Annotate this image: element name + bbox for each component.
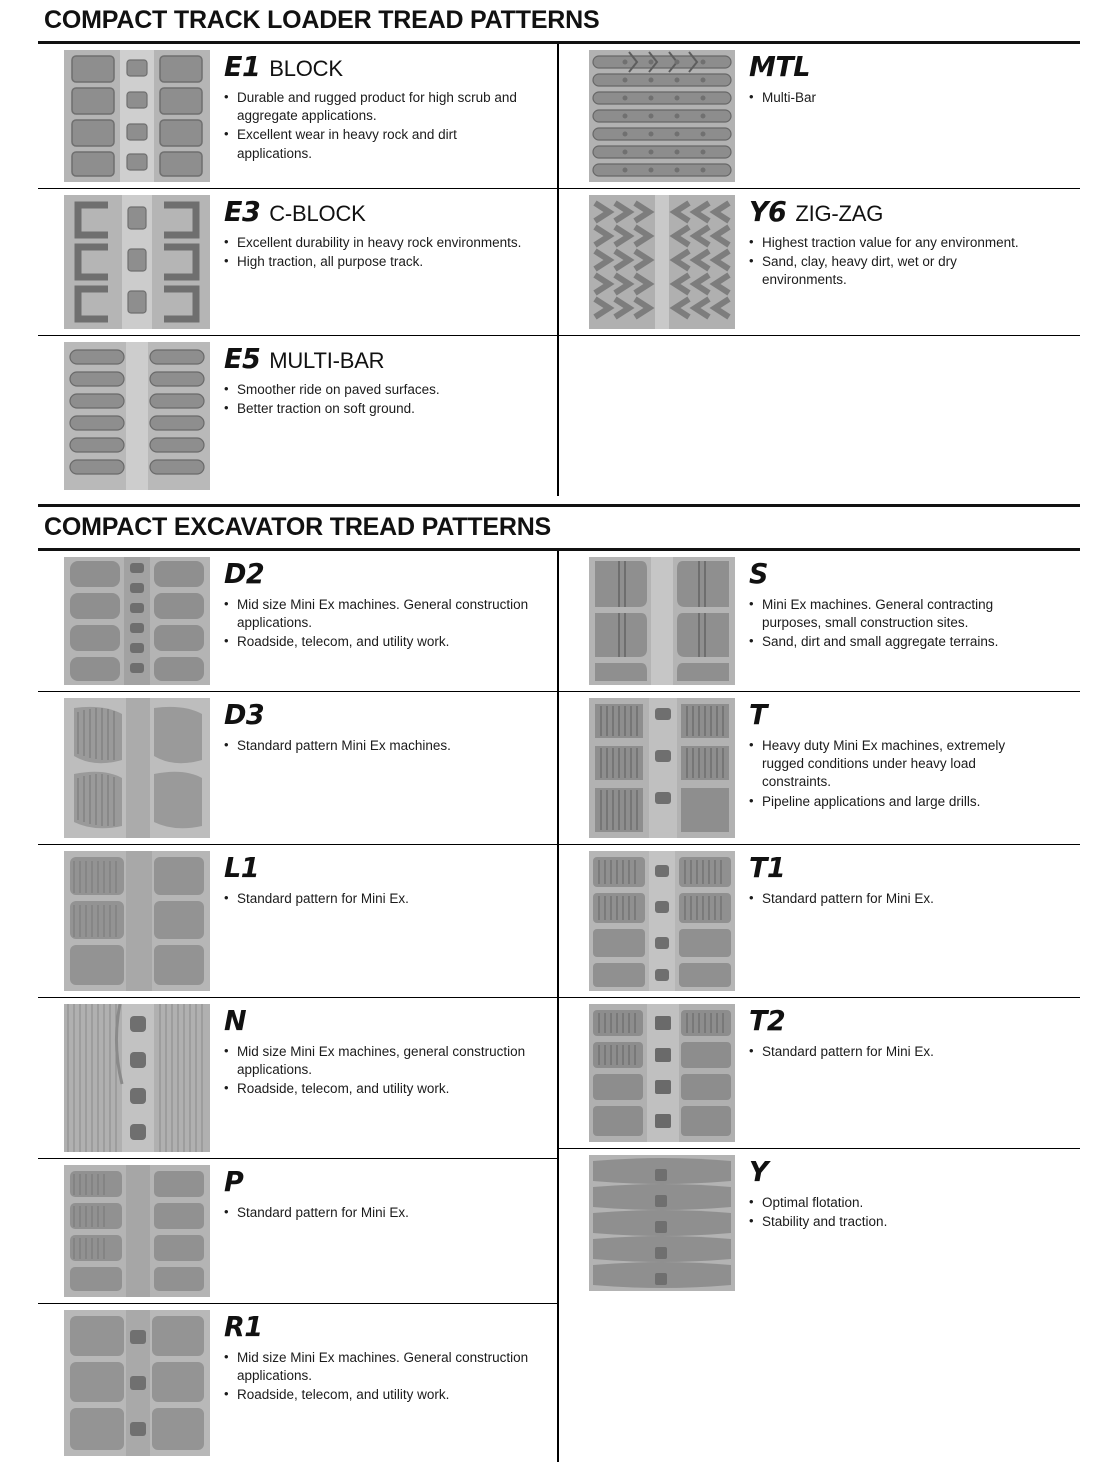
pattern-info-d2 — [224, 557, 543, 653]
pattern-code-d3: D3 — [224, 699, 265, 732]
pattern-bullets-mtl — [749, 89, 1080, 107]
section-title-excavator: COMPACT EXCAVATOR TREAD PATTERNS — [44, 513, 552, 541]
list-item: • Highest traction value for any environment. — [749, 234, 1034, 252]
pattern-info-mtl — [749, 50, 1080, 108]
list-item: • Multi-Bar — [749, 89, 1034, 107]
pattern-name-line-n — [224, 1006, 543, 1037]
pattern-image-d2 — [64, 557, 210, 685]
pattern-image-mtl — [589, 50, 735, 182]
pattern-code-s: S — [749, 558, 768, 591]
pattern-entry-e5 — [38, 336, 557, 496]
pattern-code-n: N — [224, 1005, 247, 1038]
list-item: • Sand, dirt and small aggregate terrains. — [749, 633, 1034, 651]
pattern-image-e5 — [64, 342, 210, 490]
pattern-info-t — [749, 698, 1080, 812]
pattern-name-line-t2 — [749, 1006, 1080, 1037]
pattern-image-l1 — [64, 851, 210, 991]
list-item: • Roadside, telecom, and utility work. — [224, 1080, 529, 1098]
pattern-entry-mtl — [559, 44, 1080, 189]
track-loader-right-column — [559, 44, 1080, 496]
track-loader-left-column — [38, 44, 559, 496]
pattern-entry-t — [559, 692, 1080, 845]
pattern-name-line-d2 — [224, 559, 543, 590]
pattern-entry-l1 — [38, 845, 557, 998]
pattern-info-r1 — [224, 1310, 543, 1406]
pattern-entry-d3 — [38, 692, 557, 845]
pattern-image-t2 — [589, 1004, 735, 1142]
pattern-name-line-t — [749, 700, 1080, 731]
pattern-code-e5: E5 — [224, 343, 261, 376]
pattern-name-line-y — [749, 1157, 1080, 1188]
pattern-name-line-r1 — [224, 1312, 543, 1343]
list-item: • Stability and traction. — [749, 1213, 1034, 1231]
pattern-image-d3 — [64, 698, 210, 838]
pattern-entry-e3 — [38, 189, 557, 336]
pattern-entry-p — [38, 1159, 557, 1304]
pattern-entry-r1 — [38, 1304, 557, 1462]
pattern-info-n — [224, 1004, 543, 1100]
pattern-entry-y6 — [559, 189, 1080, 336]
pattern-code-t: T — [749, 699, 767, 732]
pattern-code-mtl: MTL — [749, 51, 810, 84]
pattern-label-e1: BLOCK — [269, 56, 343, 81]
pattern-code-l1: L1 — [224, 852, 259, 885]
pattern-entry-d2 — [38, 551, 557, 692]
list-item: • Mid size Mini Ex machines, general construction applications. — [224, 1043, 529, 1079]
pattern-image-s — [589, 557, 735, 685]
pattern-code-t2: T2 — [749, 1005, 786, 1038]
pattern-name-line-s — [749, 559, 1080, 590]
list-item: • Better traction on soft ground. — [224, 400, 529, 418]
pattern-entry-t2 — [559, 998, 1080, 1149]
list-item: • Roadside, telecom, and utility work. — [224, 1386, 529, 1404]
pattern-bullets-t1 — [749, 890, 1080, 908]
pattern-code-y: Y — [749, 1156, 769, 1189]
pattern-name-line-e5 — [224, 344, 543, 375]
list-item: • Roadside, telecom, and utility work. — [224, 633, 529, 651]
list-item: • Excellent wear in heavy rock and dirt applications. — [224, 126, 529, 162]
pattern-entry-y — [559, 1149, 1080, 1297]
pattern-info-l1 — [224, 851, 543, 909]
pattern-code-r1: R1 — [224, 1311, 263, 1344]
pattern-image-y — [589, 1155, 735, 1291]
list-item: • Standard pattern for Mini Ex. — [224, 890, 529, 908]
pattern-image-y6 — [589, 195, 735, 329]
pattern-info-p — [224, 1165, 543, 1223]
section-excavator — [0, 507, 1118, 1462]
pattern-bullets-d3 — [224, 737, 543, 755]
pattern-name-line-t1 — [749, 853, 1080, 884]
pattern-entry-placeholder — [559, 336, 1080, 348]
pattern-info-y — [749, 1155, 1080, 1232]
list-item: • Standard pattern Mini Ex machines. — [224, 737, 529, 755]
section-title-track-loader: COMPACT TRACK LOADER TREAD PATTERNS — [44, 6, 600, 34]
pattern-name-line-e1 — [224, 52, 543, 83]
pattern-info-t1 — [749, 851, 1080, 909]
pattern-label-y6: ZIG-ZAG — [795, 201, 884, 226]
pattern-bullets-y6 — [749, 234, 1080, 290]
pattern-code-y6: Y6 — [749, 196, 787, 229]
pattern-code-e1: E1 — [224, 51, 261, 84]
list-item: • Excellent durability in heavy rock environments. — [224, 234, 529, 252]
pattern-entry-s — [559, 551, 1080, 692]
pattern-bullets-d2 — [224, 596, 543, 652]
pattern-code-p: P — [224, 1166, 244, 1199]
section-gap — [0, 496, 1118, 504]
excavator-grid — [0, 551, 1118, 1462]
list-item: • High traction, all purpose track. — [224, 253, 529, 271]
list-item: • Mini Ex machines. General contracting purposes, small construction sites. — [749, 596, 1034, 632]
list-item: • Heavy duty Mini Ex machines, extremely rugged conditions under heavy load constraints. — [749, 737, 1034, 792]
pattern-name-line-p — [224, 1167, 543, 1198]
pattern-info-e1 — [224, 50, 543, 164]
pattern-image-e1 — [64, 50, 210, 182]
track-loader-grid — [0, 44, 1118, 496]
pattern-entry-e1 — [38, 44, 557, 189]
pattern-bullets-r1 — [224, 1349, 543, 1405]
pattern-bullets-t — [749, 737, 1080, 811]
pattern-name-line-mtl — [749, 52, 1080, 83]
pattern-info-s — [749, 557, 1080, 653]
pattern-name-line-l1 — [224, 853, 543, 884]
list-item: • Smoother ride on paved surfaces. — [224, 381, 529, 399]
pattern-info-d3 — [224, 698, 543, 756]
pattern-bullets-l1 — [224, 890, 543, 908]
pattern-code-d2: D2 — [224, 558, 265, 591]
list-item: • Mid size Mini Ex machines. General construction applications. — [224, 596, 529, 632]
pattern-code-t1: T1 — [749, 852, 786, 885]
pattern-image-t1 — [589, 851, 735, 991]
pattern-bullets-y — [749, 1194, 1080, 1231]
pattern-info-y6 — [749, 195, 1080, 291]
pattern-entry-n — [38, 998, 557, 1159]
pattern-image-t — [589, 698, 735, 838]
pattern-info-t2 — [749, 1004, 1080, 1062]
list-item: • Mid size Mini Ex machines. General construction applications. — [224, 1349, 529, 1385]
pattern-bullets-e5 — [224, 381, 543, 418]
pattern-bullets-p — [224, 1204, 543, 1222]
list-item: • Standard pattern for Mini Ex. — [749, 1043, 1034, 1061]
pattern-image-n — [64, 1004, 210, 1152]
pattern-bullets-s — [749, 596, 1080, 652]
pattern-name-line-y6 — [749, 197, 1080, 228]
list-item: • Pipeline applications and large drills. — [749, 793, 1034, 811]
pattern-name-line-d3 — [224, 700, 543, 731]
list-item: • Standard pattern for Mini Ex. — [749, 890, 1034, 908]
pattern-bullets-t2 — [749, 1043, 1080, 1061]
list-item: • Standard pattern for Mini Ex. — [224, 1204, 529, 1222]
pattern-info-e3 — [224, 195, 543, 272]
list-item: • Durable and rugged product for high scrub and aggregate applications. — [224, 89, 529, 125]
pattern-name-line-e3 — [224, 197, 543, 228]
pattern-image-r1 — [64, 1310, 210, 1456]
pattern-bullets-e3 — [224, 234, 543, 271]
excavator-right-column — [559, 551, 1080, 1462]
pattern-label-e3: C-BLOCK — [269, 201, 366, 226]
pattern-bullets-n — [224, 1043, 543, 1099]
list-item: • Sand, clay, heavy dirt, wet or dry environments. — [749, 253, 1034, 289]
pattern-image-p — [64, 1165, 210, 1297]
pattern-code-e3: E3 — [224, 196, 261, 229]
pattern-entry-t1 — [559, 845, 1080, 998]
list-item: • Optimal flotation. — [749, 1194, 1034, 1212]
section-track-loader — [0, 0, 1118, 496]
pattern-image-e3 — [64, 195, 210, 329]
pattern-info-e5 — [224, 342, 543, 419]
pattern-label-e5: MULTI-BAR — [269, 348, 385, 373]
excavator-left-column — [38, 551, 559, 1462]
pattern-bullets-e1 — [224, 89, 543, 163]
